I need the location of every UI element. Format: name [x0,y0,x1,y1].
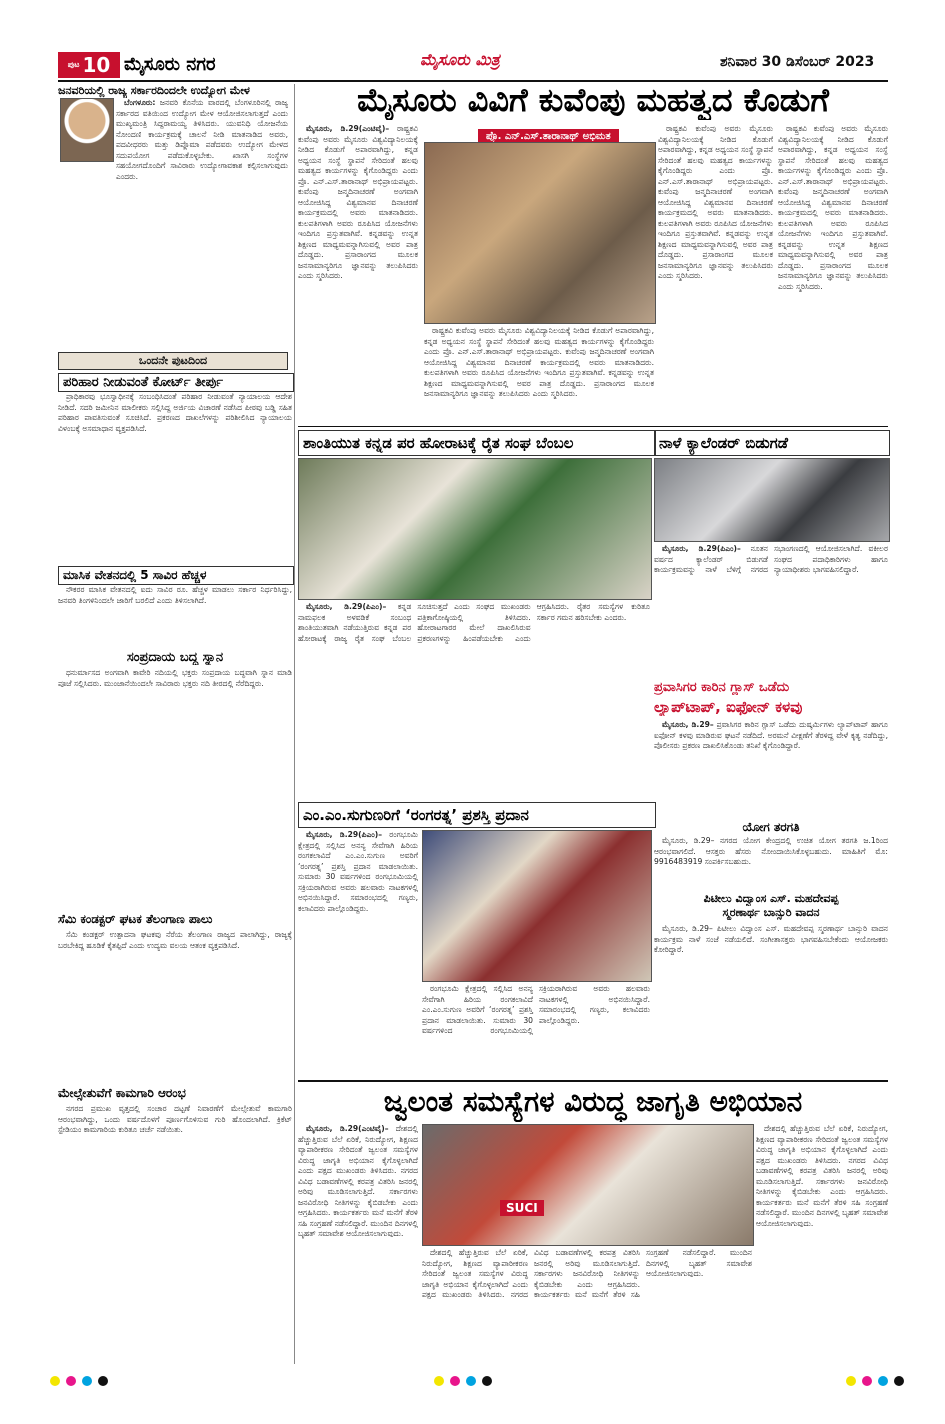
semi-headline: ಸೆಮಿ ಕಂಡಕ್ಟರ್ ಘಟಕ ತೆಲಂಗಾಣ ಪಾಲು [58,912,213,926]
theft-headline-line2: ಲ್ಯಾಪ್‌ಟಾಪ್, ಐಫೋನ್ ಕಳವು [654,698,803,716]
theft-body [654,720,888,816]
black-dot [482,1376,492,1386]
page-label: ಪುಟ [67,60,80,69]
calendar-text: ನೂತನ ವರ್ಷದ ಕ್ಯಾಲೆಂಡರ್ ಬಿಡುಗಡೆ ಕಾರ್ಯಕ್ರಮವನ್ನು ನಾಳೆ ಬೆಳಿಗ್ಗೆ ನಗರದ ಸಭಾಂಗಣದಲ್ಲಿ ಆಯೋಜಿಸಲಾಗಿದೆ. ವಕೀಲರ ಸಂಘದ ಪದಾಧಿಕಾರಿಗಳು ಹಾಗೂ ನ್ಯಾಯಾಧೀಶರು ಭಾಗವಹಿಸಲಿದ್ದಾರೆ. [654,544,888,574]
salary-headline: ಮಾಸಿಕ ವೇತನದಲ್ಲಿ 5 ಸಾವಿರ ಹೆಚ್ಚಳ [58,566,294,585]
court-headline: ಪರಿಹಾರ ನೀಡುವಂತೆ ಕೋರ್ಟ್ ತೀರ್ಪು [58,373,294,392]
theft-headline-line1: ಪ್ರವಾಸಿಗರ ಕಾರಿನ ಗ್ಲಾಸ್ ಒಡೆದು [654,680,790,695]
kuvempu-headline: ಮೈಸೂರು ವಿವಿಗೆ ಕುವೆಂಪು ಮಹತ್ವದ ಕೊಡುಗೆ [357,81,829,119]
court-text: ಪ್ರಾಧಿಕಾರವು ಭೂಸ್ವಾಧೀನಕ್ಕೆ ಸಂಬಂಧಿಸಿದಂತೆ ಪರಿಹಾರ ನೀಡುವಂತೆ ನ್ಯಾಯಾಲಯ ಆದೇಶ ನೀಡಿದೆ. ಸದರಿ ಜಮೀನಿನ ಮಾಲೀಕರು ಸಲ್ಲಿಸಿದ್ದ ಅರ್ಜಿಯ ವಿಚಾರಣೆ ನಡೆಸಿದ ಪೀಠವು ಬಡ್ಡಿ ಸಹಿತ ಪರಿಹಾರ ಪಾವತಿಸುವಂತೆ ಸೂಚಿಸಿದೆ. ಪ್ರಕರಣದ ದಾಖಲೆಗಳನ್ನು ಪರಿಶೀಲಿಸಿದ ನ್ಯಾಯಾಲಯ ವಿಳಂಬಕ್ಕೆ ಅಸಮಾಧಾನ ವ್ಯಕ್ತಪಡಿಸಿದೆ. [58,392,292,433]
yellow-dot [50,1376,60,1386]
theft-text: ಪ್ರವಾಸಿಗರ ಕಾರಿನ ಗ್ಲಾಸ್ ಒಡೆದು ದುಷ್ಕರ್ಮಿಗಳು ಲ್ಯಾಪ್‌ಟಾಪ್ ಹಾಗೂ ಐಫೋನ್ ಕಳವು ಮಾಡಿರುವ ಘಟನೆ ನಡೆದಿದೆ. ಅರಮನೆ ವೀಕ್ಷಣೆಗೆ ತೆರಳಿದ್ದ ವೇಳೆ ಕೃತ್ಯ ನಡೆದಿದ್ದು, ಪೊಲೀಸರು ಪ್ರಕರಣ ದಾಖಲಿಸಿಕೊಂಡು ತನಿಖೆ ಕೈಗೊಂಡಿದ್ದಾರೆ. [654,720,888,750]
print-registration-dots-left [50,1376,108,1386]
jobs-body [116,98,288,348]
kuvempu-body-col4 [778,124,888,424]
yellow-dot [434,1376,444,1386]
awareness-text-bottom: ದೇಶದಲ್ಲಿ ಹೆಚ್ಚುತ್ತಿರುವ ಬೆಲೆ ಏರಿಕೆ, ನಿರುದ್ಯೋಗ, ಶಿಕ್ಷಣದ ವ್ಯಾಪಾರೀಕರಣ ಸೇರಿದಂತೆ ಜ್ವಲಂತ ಸಮಸ್ಯೆಗಳ ವಿರುದ್ಧ ಜಾಗೃತಿ ಅಭಿಯಾನ ಕೈಗೊಳ್ಳಲಾಗಿದೆ ಎಂದು ಪಕ್ಷದ ಮುಖಂಡರು ತಿಳಿಸಿದರು. ನಗರದ ವಿವಿಧ ಬಡಾವಣೆಗಳಲ್ಲಿ ಕರಪತ್ರ ವಿತರಿಸಿ ಜನರಲ್ಲಿ ಅರಿವು ಮೂಡಿಸಲಾಗುತ್ತಿದೆ. ಸರ್ಕಾರಗಳು ಜನವಿರೋಧಿ ನೀತಿಗಳನ್ನು ಕೈಬಿಡಬೇಕು ಎಂದು ಆಗ್ರಹಿಸಿದರು. ಕಾರ್ಯಕರ್ತರು ಮನೆ ಮನೆಗೆ ತೆರಳಿ ಸಹಿ ಸಂಗ್ರಹಣೆ ನಡೆಸಲಿದ್ದಾರೆ. ಮುಂದಿನ ದಿನಗಳಲ್ಲಿ ಬೃಹತ್ ಸಮಾವೇಶ ಆಯೋಜಿಸಲಾಗುವುದು. [422,1248,752,1299]
kuvempu-body-col3 [658,124,773,424]
jobs-dateline: ಬೆಂಗಳೂರು: [124,98,156,107]
kuvempu-text: ರಾಷ್ಟ್ರಕವಿ ಕುವೆಂಪು ಅವರು ಮೈಸೂರು ವಿಶ್ವವಿದ್ಯಾನಿಲಯಕ್ಕೆ ನೀಡಿದ ಕೊಡುಗೆ ಅಪಾರವಾಗಿದ್ದು, ಕನ್ನಡ ಅಧ್ಯಯನ ಸಂಸ್ಥೆ ಸ್ಥಾಪನೆ ಸೇರಿದಂತೆ ಹಲವು ಮಹತ್ವದ ಕಾರ್ಯಗಳನ್ನು ಕೈಗೊಂಡಿದ್ದರು ಎಂದು ಪ್ರೊ. ಎನ್.ಎಸ್.ತಾರಾನಾಥ್ ಅಭಿಪ್ರಾಯಪಟ್ಟರು. ಕುವೆಂಪು ಜನ್ಮದಿನಾಚರಣೆ ಅಂಗವಾಗಿ ಆಯೋಜಿಸಿದ್ದ ವಿಶ್ವಮಾನವ ದಿನಾಚರಣೆ ಕಾರ್ಯಕ್ರಮದಲ್ಲಿ ಅವರು ಮಾತನಾಡಿದರು. ಕುಲಪತಿಗಳಾಗಿ ಅವರು ರೂಪಿಸಿದ ಯೋಜನೆಗಳು ಇಂದಿಗೂ ಪ್ರಸ್ತುತವಾಗಿವೆ. ಕನ್ನಡವನ್ನು ಉನ್ನತ ಶಿಕ್ಷಣದ ಮಾಧ್ಯಮವನ್ನಾಗಿಸುವಲ್ಲಿ ಅವರ ಪಾತ್ರ ದೊಡ್ಡದು. ಪ್ರಸಾರಾಂಗದ ಮೂಲಕ ಜನಸಾಮಾನ್ಯರಿಗೂ ಜ್ಞಾನವನ್ನು ತಲುಪಿಸಿದರು ಎಂದು ಸ್ಮರಿಸಿದರು. [298,124,418,280]
magenta-dot [862,1376,872,1386]
flute-text: ಮೈಸೂರು, ಡಿ.29– ಪಿಟೀಲು ವಿದ್ವಾಂಸ ಎಸ್. ಮಹದೇವಪ್ಪ ಸ್ಮರಣಾರ್ಥ ಬಾನ್ಸುರಿ ವಾದನ ಕಾರ್ಯಕ್ರಮ ನಾಳೆ ಸಂಜೆ ನಡೆಯಲಿದೆ. ಸಂಗೀತಾಸಕ್ತರು ಭಾಗವಹಿಸಬೇಕೆಂದು ಆಯೋಜಕರು ಕೋರಿದ್ದಾರೆ. [654,924,888,954]
calendar-body [654,544,888,676]
farmers-press-photo [298,458,652,600]
flute-headline-line2: ಸ್ಮರಣಾರ್ಥ ಬಾನ್ಸುರಿ ವಾದನ [722,906,820,919]
bath-headline: ಸಂಪ್ರದಾಯ ಬದ್ಧ ಸ್ನಾನ [126,650,224,665]
kuvempu-text-cont: ರಾಷ್ಟ್ರಕವಿ ಕುವೆಂಪು ಅವರು ಮೈಸೂರು ವಿಶ್ವವಿದ್ಯಾನಿಲಯಕ್ಕೆ ನೀಡಿದ ಕೊಡುಗೆ ಅಪಾರವಾಗಿದ್ದು, ಕನ್ನಡ ಅಧ್ಯಯನ ಸಂಸ್ಥೆ ಸ್ಥಾಪನೆ ಸೇರಿದಂತೆ ಹಲವು ಮಹತ್ವದ ಕಾರ್ಯಗಳನ್ನು ಕೈಗೊಂಡಿದ್ದರು ಎಂದು ಪ್ರೊ. ಎನ್.ಎಸ್.ತಾರಾನಾಥ್ ಅಭಿಪ್ರಾಯಪಟ್ಟರು. ಕುವೆಂಪು ಜನ್ಮದಿನಾಚರಣೆ ಅಂಗವಾಗಿ ಆಯೋಜಿಸಿದ್ದ ವಿಶ್ವಮಾನವ ದಿನಾಚರಣೆ ಕಾರ್ಯಕ್ರಮದಲ್ಲಿ ಅವರು ಮಾತನಾಡಿದರು. ಕುಲಪತಿಗಳಾಗಿ ಅವರು ರೂಪಿಸಿದ ಯೋಜನೆಗಳು ಇಂದಿಗೂ ಪ್ರಸ್ತುತವಾಗಿವೆ. ಕನ್ನಡವನ್ನು ಉನ್ನತ ಶಿಕ್ಷಣದ ಮಾಧ್ಯಮವನ್ನಾಗಿಸುವಲ್ಲಿ ಅವರ ಪಾತ್ರ ದೊಡ್ಡದು. ಪ್ರಸಾರಾಂಗದ ಮೂಲಕ ಜನಸಾಮಾನ್ಯರಿಗೂ ಜ್ಞಾನವನ್ನು ತಲುಪಿಸಿದರು ಎಂದು ಸ್ಮರಿಸಿದರು. [424,326,654,398]
cyan-dot [878,1376,888,1386]
awareness-headline: ಜ್ವಲಂತ ಸಮಸ್ಯೆಗಳ ವಿರುದ್ಧ ಜಾಗೃತಿ ಅಭಿಯಾನ [298,1080,888,1122]
award-headline: ಎಂ.ಎಂ.ಸುಗುಣರಿಗೆ ‘ರಂಗರತ್ನ’ ಪ್ರಶಸ್ತಿ ಪ್ರದಾನ [298,802,656,828]
kuvempu-body-left [298,124,418,424]
page-number: 10 [82,53,111,77]
salary-body [58,585,292,645]
awareness-body-right [756,1124,888,1364]
kuvempu-dateline: ಮೈಸೂರು, ಡಿ.29(ಎಂಟಿವೈ)– [306,124,390,133]
calendar-dateline: ಮೈಸೂರು, ಡಿ.29(ಪಿಎಂ)– [662,544,741,553]
awareness-text-right: ದೇಶದಲ್ಲಿ ಹೆಚ್ಚುತ್ತಿರುವ ಬೆಲೆ ಏರಿಕೆ, ನಿರುದ್ಯೋಗ, ಶಿಕ್ಷಣದ ವ್ಯಾಪಾರೀಕರಣ ಸೇರಿದಂತೆ ಜ್ವಲಂತ ಸಮಸ್ಯೆಗಳ ವಿರುದ್ಧ ಜಾಗೃತಿ ಅಭಿಯಾನ ಕೈಗೊಳ್ಳಲಾಗಿದೆ ಎಂದು ಪಕ್ಷದ ಮುಖಂಡರು ತಿಳಿಸಿದರು. ನಗರದ ವಿವಿಧ ಬಡಾವಣೆಗಳಲ್ಲಿ ಕರಪತ್ರ ವಿತರಿಸಿ ಜನರಲ್ಲಿ ಅರಿವು ಮೂಡಿಸಲಾಗುತ್ತಿದೆ. ಸರ್ಕಾರಗಳು ಜನವಿರೋಧಿ ನೀತಿಗಳನ್ನು ಕೈಬಿಡಬೇಕು ಎಂದು ಆಗ್ರಹಿಸಿದರು. ಕಾರ್ಯಕರ್ತರು ಮನೆ ಮನೆಗೆ ತೆರಳಿ ಸಹಿ ಸಂಗ್ರಹಣೆ ನಡೆಸಲಿದ್ದಾರೆ. ಮುಂದಿನ ದಿನಗಳಲ್ಲಿ ಬೃಹತ್ ಸಮಾವೇಶ ಆಯೋಜಿಸಲಾಗುವುದು. [756,1124,888,1228]
section-title: ಮೈಸೂರು ನಗರ [124,54,216,75]
cyan-dot [82,1376,92,1386]
farmers-body [298,602,650,798]
yellow-dot [846,1376,856,1386]
calendar-headline: ನಾಳೆ ಕ್ಯಾಲೆಂಡರ್ ಬಿಡುಗಡೆ [654,430,890,456]
kuvempu-event-photo [424,142,656,324]
yoga-text: ಮೈಸೂರು, ಡಿ.29– ನಗರದ ಯೋಗ ಕೇಂದ್ರದಲ್ಲಿ ಉಚಿತ ಯೋಗ ತರಗತಿ ಜ.1ರಿಂದ ಆರಂಭವಾಗಲಿದೆ. ಆಸಕ್ತರು ಹೆಸರು ನೋಂದಾಯಿಸಿಕೊಳ್ಳಬಹುದು. ಮಾಹಿತಿಗೆ ಮೊ: 9916483919 ಸಂಪರ್ಕಿಸಬಹುದು. [654,836,888,866]
magenta-dot [66,1376,76,1386]
calendar-photo [654,458,890,542]
issue-date: ಶನಿವಾರ 30 ಡಿಸೆಂಬರ್ 2023 [720,54,875,70]
flyover-text: ನಗರದ ಪ್ರಮುಖ ವೃತ್ತದಲ್ಲಿ ಸಂಚಾರ ದಟ್ಟಣೆ ನಿವಾರಣೆಗೆ ಮೇಲ್ಸೇತುವೆ ಕಾಮಗಾರಿ ಆರಂಭವಾಗಿದ್ದು, ಒಂದು ವರ್ಷದೊಳಗೆ ಪೂರ್ಣಗೊಳಿಸುವ ಗುರಿ ಹೊಂದಲಾಗಿದೆ. ಕ್ರಿಕೆಟ್ ಸ್ಟೇಡಿಯಂ ಕಾಮಗಾರಿಯ ಕುರಿತೂ ಚರ್ಚೆ ನಡೆಯಿತು. [58,1104,292,1134]
kuvempu-text-col4: ರಾಷ್ಟ್ರಕವಿ ಕುವೆಂಪು ಅವರು ಮೈಸೂರು ವಿಶ್ವವಿದ್ಯಾನಿಲಯಕ್ಕೆ ನೀಡಿದ ಕೊಡುಗೆ ಅಪಾರವಾಗಿದ್ದು, ಕನ್ನಡ ಅಧ್ಯಯನ ಸಂಸ್ಥೆ ಸ್ಥಾಪನೆ ಸೇರಿದಂತೆ ಹಲವು ಮಹತ್ವದ ಕಾರ್ಯಗಳನ್ನು ಕೈಗೊಂಡಿದ್ದರು ಎಂದು ಪ್ರೊ. ಎನ್.ಎಸ್.ತಾರಾನಾಥ್ ಅಭಿಪ್ರಾಯಪಟ್ಟರು. ಕುವೆಂಪು ಜನ್ಮದಿನಾಚರಣೆ ಅಂಗವಾಗಿ ಆಯೋಜಿಸಿದ್ದ ವಿಶ್ವಮಾನವ ದಿನಾಚರಣೆ ಕಾರ್ಯಕ್ರಮದಲ್ಲಿ ಅವರು ಮಾತನಾಡಿದರು. ಕುಲಪತಿಗಳಾಗಿ ಅವರು ರೂಪಿಸಿದ ಯೋಜನೆಗಳು ಇಂದಿಗೂ ಪ್ರಸ್ತುತವಾಗಿವೆ. ಕನ್ನಡವನ್ನು ಉನ್ನತ ಶಿಕ್ಷಣದ ಮಾಧ್ಯಮವನ್ನಾಗಿಸುವಲ್ಲಿ ಅವರ ಪಾತ್ರ ದೊಡ್ಡದು. ಪ್ರಸಾರಾಂಗದ ಮೂಲಕ ಜನಸಾಮಾನ್ಯರಿಗೂ ಜ್ಞಾನವನ್ನು ತಲುಪಿಸಿದರು ಎಂದು ಸ್ಮರಿಸಿದರು. [778,124,888,291]
bath-body [58,668,292,908]
award-dateline: ಮೈಸೂರು, ಡಿ.29(ಪಿಎಂ)– [306,830,383,839]
story-rule [298,426,888,427]
flute-body [654,924,888,1074]
salary-text: ನೌಕರರ ಮಾಸಿಕ ವೇತನದಲ್ಲಿ ಐದು ಸಾವಿರ ರೂ. ಹೆಚ್ಚಳ ಮಾಡಲು ಸರ್ಕಾರ ನಿರ್ಧರಿಸಿದ್ದು, ಜನವರಿ ತಿಂಗಳಿನಿಂದಲೇ ಜಾರಿಗೆ ಬರಲಿದೆ ಎಂದು ತಿಳಿಸಲಾಗಿದೆ. [58,585,292,605]
kuvempu-byline-wrap [478,124,619,143]
award-ceremony-photo [422,830,652,982]
print-registration-dots-right [846,1376,904,1386]
black-dot [894,1376,904,1386]
semi-body [58,930,292,1080]
farmers-headline: ಶಾಂತಿಯುತ ಕನ್ನಡ ಪರ ಹೋರಾಟಕ್ಕೆ ರೈತ ಸಂಘ ಬೆಂಬಲ [298,430,656,456]
yoga-headline: ಯೋಗ ತರಗತಿ [742,820,800,834]
award-body-left [298,830,418,1076]
cyan-dot [466,1376,476,1386]
awareness-body-bottom [422,1248,752,1364]
index-label: ಒಂದನೇ ಪುಟದಿಂದ [58,352,288,370]
farmers-dateline: ಮೈಸೂರು, ಡಿ.29(ಪಿಎಂ)– [306,602,387,611]
award-text-cont: ರಂಗಭೂಮಿ ಕ್ಷೇತ್ರದಲ್ಲಿ ಸಲ್ಲಿಸಿದ ಅನನ್ಯ ಸೇವೆಗಾಗಿ ಹಿರಿಯ ರಂಗಕಲಾವಿದೆ ಎಂ.ಎಂ.ಸುಗುಣ ಅವರಿಗೆ ‘ರಂಗರತ್ನ’ ಪ್ರಶಸ್ತಿ ಪ್ರದಾನ ಮಾಡಲಾಯಿತು. ಸುಮಾರು 30 ವರ್ಷಗಳಿಂದ ರಂಗಭೂಮಿಯಲ್ಲಿ ಸಕ್ರಿಯರಾಗಿರುವ ಅವರು ಹಲವಾರು ನಾಟಕಗಳಲ್ಲಿ ಅಭಿನಯಿಸಿದ್ದಾರೆ. ಸಮಾರಂಭದಲ್ಲಿ ಗಣ್ಯರು, ಕಲಾವಿದರು ಪಾಲ್ಗೊಂಡಿದ್ದರು. [422,984,650,1035]
page-number-badge [58,52,120,78]
awareness-body-left [298,1124,418,1364]
theft-dateline: ಮೈಸೂರು, ಡಿ.29– [662,720,714,729]
jobs-text: ಜನವರಿ ಕೊನೆಯ ವಾರದಲ್ಲಿ ಬೆಂಗಳೂರಿನಲ್ಲಿ ರಾಜ್ಯ ಸರ್ಕಾರದ ವತಿಯಿಂದ ಉದ್ಯೋಗ ಮೇಳ ಆಯೋಜಿಸಲಾಗುತ್ತದೆ ಎಂದು ಮುಖ್ಯಮಂತ್ರಿ ಸಿದ್ದರಾಮಯ್ಯ ತಿಳಿಸಿದರು. ಯುವನಿಧಿ ಯೋಜನೆಯ ನೋಂದಣಿ ಕಾರ್ಯಕ್ರಮಕ್ಕೆ ಚಾಲನೆ ನೀಡಿ ಮಾತನಾಡಿದ ಅವರು, ಪದವೀಧರರು ಮತ್ತು ಡಿಪ್ಲೊಮಾ ಪಡೆದವರು ಉದ್ಯೋಗ ಮೇಳದ ಸದುಪಯೋಗ ಪಡೆದುಕೊಳ್ಳಬೇಕು. ಖಾಸಗಿ ಸಂಸ್ಥೆಗಳ ಸಹಯೋಗದೊಂದಿಗೆ ಸಾವಿರಾರು ಉದ್ಯೋಗಾವಕಾಶ ಕಲ್ಪಿಸಲಾಗುವುದು ಎಂದರು. [116,98,288,181]
print-registration-dots-center [434,1376,492,1386]
semi-text: ಸೆಮಿ ಕಂಡಕ್ಟರ್ ಉತ್ಪಾದನಾ ಘಟಕವು ನೆರೆಯ ತೆಲಂಗಾಣ ರಾಜ್ಯದ ಪಾಲಾಗಿದ್ದು, ರಾಜ್ಯಕ್ಕೆ ಬರಬೇಕಿದ್ದ ಹೂಡಿಕೆ ಕೈತಪ್ಪಿದೆ ಎಂದು ಉದ್ಯಮ ವಲಯ ಆತಂಕ ವ್ಯಕ್ತಪಡಿಸಿದೆ. [58,930,292,950]
flute-headline-line1: ಪಿಟೀಲು ವಿದ್ವಾಂಸ ಎಸ್. ಮಹದೇವಪ್ಪ [703,892,839,905]
newspaper-logo: ಮೈಸೂರು ಮಿತ್ರ [420,50,500,69]
cm-portrait [60,98,114,162]
flyover-headline: ಮೇಲ್ಸೇತುವೆಗೆ ಕಾಮಗಾರಿ ಆರಂಭ [58,1086,186,1100]
bath-text: ಧನುರ್ಮಾಸದ ಅಂಗವಾಗಿ ಕಾವೇರಿ ನದಿಯಲ್ಲಿ ಭಕ್ತರು ಸಂಪ್ರದಾಯ ಬದ್ಧವಾಗಿ ಸ್ನಾನ ಮಾಡಿ ಪೂಜೆ ಸಲ್ಲಿಸಿದರು. ಮುಂಜಾನೆಯಿಂದಲೇ ಸಾವಿರಾರು ಭಕ್ತರು ನದಿ ತೀರದಲ್ಲಿ ನೆರೆದಿದ್ದರು. [58,668,292,688]
awareness-dateline: ಮೈಸೂರು, ಡಿ.29(ಎಂಟಿವೈ)– [306,1124,389,1133]
kuvempu-byline: ಪ್ರೊ. ಎನ್.ಎಸ್.ತಾರಾನಾಥ್ ಅಭಿಮತ [478,129,619,144]
farmers-text: ಕನ್ನಡ ನಾಮಫಲಕ ಅಳವಡಿಕೆ ಸಂಬಂಧ ಶಾಂತಿಯುತವಾಗಿ ನಡೆಯುತ್ತಿರುವ ಕನ್ನಡ ಪರ ಹೋರಾಟಕ್ಕೆ ರಾಜ್ಯ ರೈತ ಸಂಘ ಬೆಂಬಲ ಸೂಚಿಸುತ್ತದೆ ಎಂದು ಸಂಘದ ಮುಖಂಡರು ಪತ್ರಿಕಾಗೋಷ್ಠಿಯಲ್ಲಿ ತಿಳಿಸಿದರು. ಹೋರಾಟಗಾರರ ಮೇಲೆ ದಾಖಲಿಸಿರುವ ಪ್ರಕರಣಗಳನ್ನು ಹಿಂಪಡೆಯಬೇಕು ಎಂದು ಆಗ್ರಹಿಸಿದರು. ರೈತರ ಸಮಸ್ಯೆಗಳ ಕುರಿತೂ ಸರ್ಕಾರ ಗಮನ ಹರಿಸಬೇಕು ಎಂದರು. [298,602,650,643]
awareness-banner: SUCI [500,1200,544,1216]
awareness-rally-photo [422,1124,754,1246]
court-body [58,392,292,562]
flyover-body [58,1104,292,1364]
jobs-headline: ಜನವರಿಯಲ್ಲಿ ರಾಜ್ಯ ಸರ್ಕಾರದಿಂದಲೇ ಉದ್ಯೋಗ ಮೇಳ [58,84,250,97]
kuvempu-text-col3: ರಾಷ್ಟ್ರಕವಿ ಕುವೆಂಪು ಅವರು ಮೈಸೂರು ವಿಶ್ವವಿದ್ಯಾನಿಲಯಕ್ಕೆ ನೀಡಿದ ಕೊಡುಗೆ ಅಪಾರವಾಗಿದ್ದು, ಕನ್ನಡ ಅಧ್ಯಯನ ಸಂಸ್ಥೆ ಸ್ಥಾಪನೆ ಸೇರಿದಂತೆ ಹಲವು ಮಹತ್ವದ ಕಾರ್ಯಗಳನ್ನು ಕೈಗೊಂಡಿದ್ದರು ಎಂದು ಪ್ರೊ. ಎನ್.ಎಸ್.ತಾರಾನಾಥ್ ಅಭಿಪ್ರಾಯಪಟ್ಟರು. ಕುವೆಂಪು ಜನ್ಮದಿನಾಚರಣೆ ಅಂಗವಾಗಿ ಆಯೋಜಿಸಿದ್ದ ವಿಶ್ವಮಾನವ ದಿನಾಚರಣೆ ಕಾರ್ಯಕ್ರಮದಲ್ಲಿ ಅವರು ಮಾತನಾಡಿದರು. ಕುಲಪತಿಗಳಾಗಿ ಅವರು ರೂಪಿಸಿದ ಯೋಜನೆಗಳು ಇಂದಿಗೂ ಪ್ರಸ್ತುತವಾಗಿವೆ. ಕನ್ನಡವನ್ನು ಉನ್ನತ ಶಿಕ್ಷಣದ ಮಾಧ್ಯಮವನ್ನಾಗಿಸುವಲ್ಲಿ ಅವರ ಪಾತ್ರ ದೊಡ್ಡದು. ಪ್ರಸಾರಾಂಗದ ಮೂಲಕ ಜನಸಾಮಾನ್ಯರಿಗೂ ಜ್ಞಾನವನ್ನು ತಲುಪಿಸಿದರು ಎಂದು ಸ್ಮರಿಸಿದರು. [658,124,773,280]
award-body-right [422,984,650,1076]
yoga-body [654,836,888,888]
awareness-text: ದೇಶದಲ್ಲಿ ಹೆಚ್ಚುತ್ತಿರುವ ಬೆಲೆ ಏರಿಕೆ, ನಿರುದ್ಯೋಗ, ಶಿಕ್ಷಣದ ವ್ಯಾಪಾರೀಕರಣ ಸೇರಿದಂತೆ ಜ್ವಲಂತ ಸಮಸ್ಯೆಗಳ ವಿರುದ್ಧ ಜಾಗೃತಿ ಅಭಿಯಾನ ಕೈಗೊಳ್ಳಲಾಗಿದೆ ಎಂದು ಪಕ್ಷದ ಮುಖಂಡರು ತಿಳಿಸಿದರು. ನಗರದ ವಿವಿಧ ಬಡಾವಣೆಗಳಲ್ಲಿ ಕರಪತ್ರ ವಿತರಿಸಿ ಜನರಲ್ಲಿ ಅರಿವು ಮೂಡಿಸಲಾಗುತ್ತಿದೆ. ಸರ್ಕಾರಗಳು ಜನವಿರೋಧಿ ನೀತಿಗಳನ್ನು ಕೈಬಿಡಬೇಕು ಎಂದು ಆಗ್ರಹಿಸಿದರು. ಕಾರ್ಯಕರ್ತರು ಮನೆ ಮನೆಗೆ ತೆರಳಿ ಸಹಿ ಸಂಗ್ರಹಣೆ ನಡೆಸಲಿದ್ದಾರೆ. ಮುಂದಿನ ದಿನಗಳಲ್ಲಿ ಬೃಹತ್ ಸಮಾವೇಶ ಆಯೋಜಿಸಲಾಗುವುದು. [298,1124,418,1238]
award-text: ರಂಗಭೂಮಿ ಕ್ಷೇತ್ರದಲ್ಲಿ ಸಲ್ಲಿಸಿದ ಅನನ್ಯ ಸೇವೆಗಾಗಿ ಹಿರಿಯ ರಂಗಕಲಾವಿದೆ ಎಂ.ಎಂ.ಸುಗುಣ ಅವರಿಗೆ ‘ರಂಗರತ್ನ’ ಪ್ರಶಸ್ತಿ ಪ್ರದಾನ ಮಾಡಲಾಯಿತು. ಸುಮಾರು 30 ವರ್ಷಗಳಿಂದ ರಂಗಭೂಮಿಯಲ್ಲಿ ಸಕ್ರಿಯರಾಗಿರುವ ಅವರು ಹಲವಾರು ನಾಟಕಗಳಲ್ಲಿ ಅಭಿನಯಿಸಿದ್ದಾರೆ. ಸಮಾರಂಭದಲ್ಲಿ ಗಣ್ಯರು, ಕಲಾವಿದರು ಪಾಲ್ಗೊಂಡಿದ್ದರು. [298,830,418,913]
magenta-dot [450,1376,460,1386]
kuvempu-body-mid [424,326,654,424]
black-dot [98,1376,108,1386]
column-divider [294,84,295,1364]
